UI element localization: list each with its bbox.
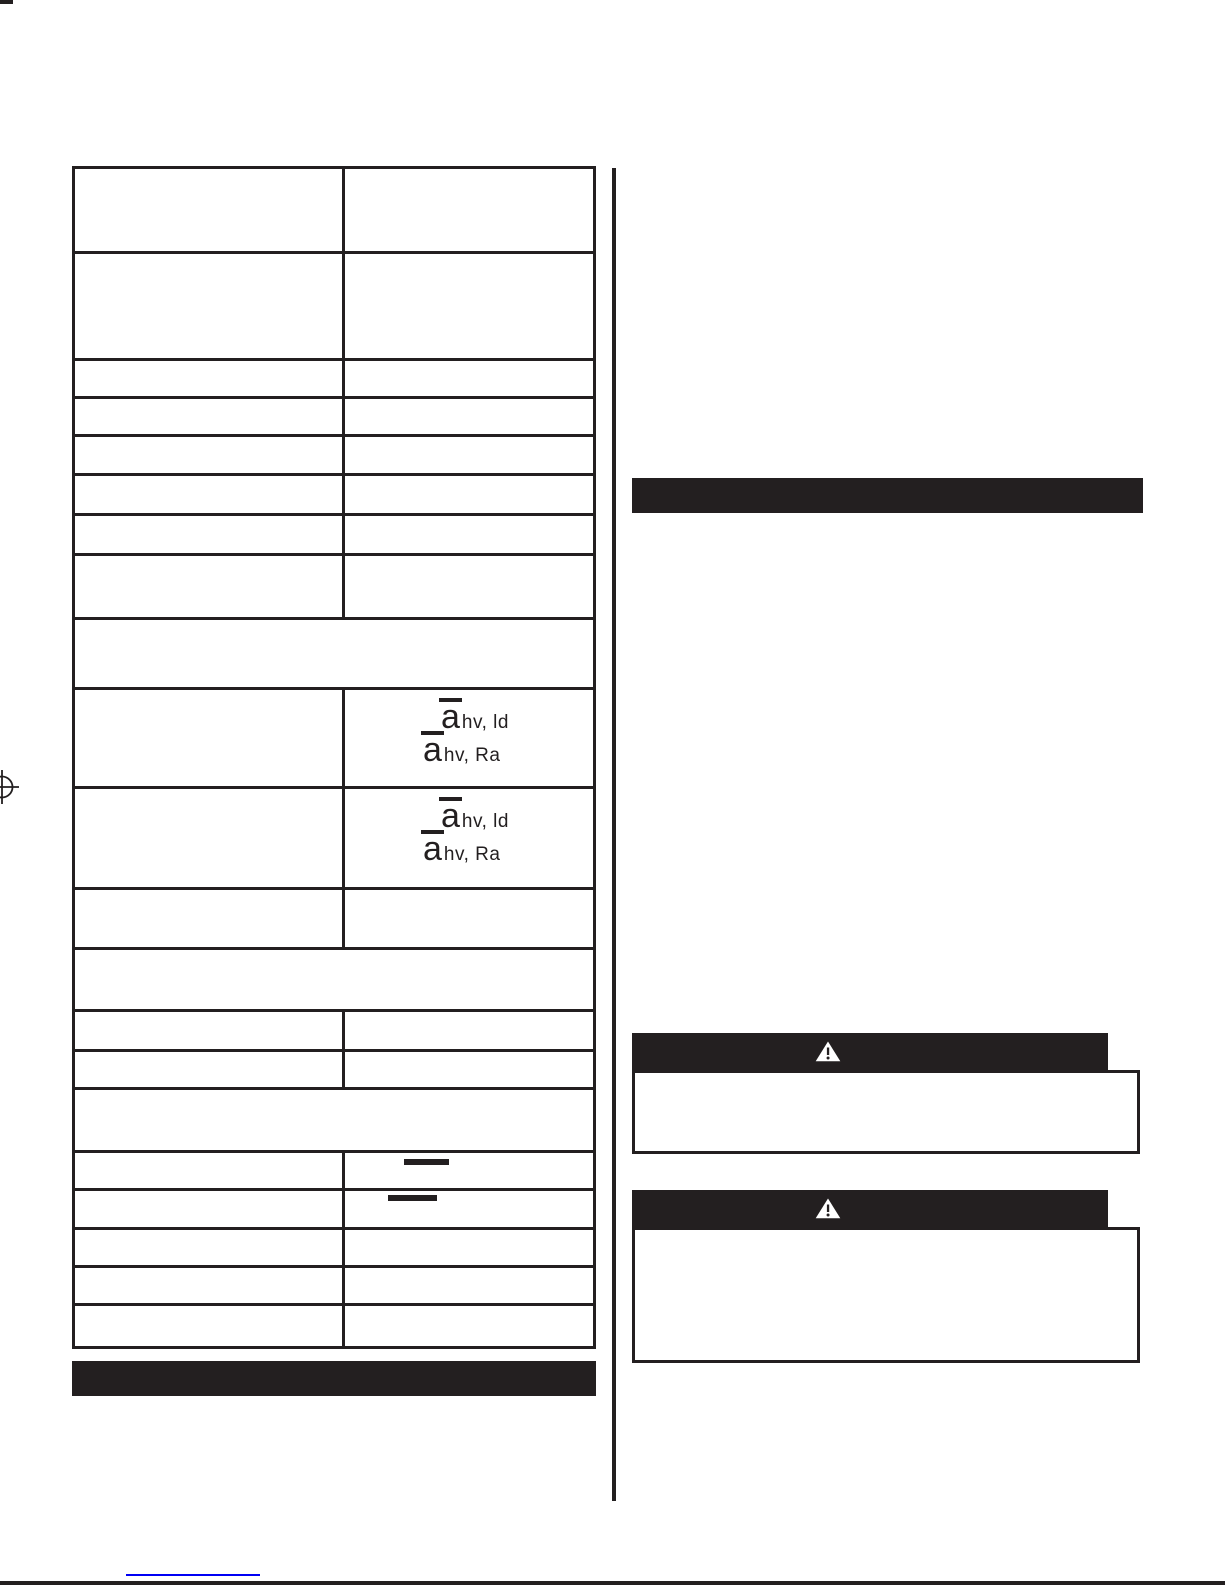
spec-table-row-merged [75,1090,593,1153]
spec-table-row [75,690,593,789]
vibration-value-line [421,731,593,769]
spec-cell-label [75,516,345,553]
vibration-value-line [439,797,593,835]
spec-cell-value [345,254,593,358]
page-corner-mark [0,0,13,4]
spec-cell-label [75,476,345,513]
column-divider-rule [612,168,616,1501]
warning-header-bar [632,1190,1108,1227]
spec-cell-value [345,556,593,617]
registration-mark-left [0,767,22,807]
spec-cell-value [345,1191,593,1227]
spec-table-row [75,890,593,950]
vibration-value-line [421,830,593,868]
spec-cell-label [75,1230,345,1265]
vibration-subscript: hv, ld [461,811,509,832]
spec-cell-value [345,1153,593,1188]
spec-cell-value [345,437,593,473]
spec-table-row [75,399,593,437]
spec-cell-label [75,254,345,358]
spec-table-row [75,1191,593,1230]
spec-table-row [75,254,593,361]
warning-header-bar [632,1033,1108,1070]
spec-cell-label [75,890,345,947]
spec-table-row [75,1230,593,1268]
spec-cell-merged [75,1090,593,1150]
spec-cell-value [345,399,593,434]
spec-cell-value [345,1306,593,1346]
footer-link-underline[interactable] [126,1574,260,1576]
spec-cell-label [75,437,345,473]
a-overline-symbol: a [441,698,460,736]
spec-cell-label [75,361,345,396]
spec-cell-value [345,1052,593,1087]
spec-table-row [75,556,593,620]
spec-table-row [75,1153,593,1191]
spec-table-row [75,1306,593,1346]
spec-cell-value [345,1230,593,1265]
spec-table-row-merged [75,620,593,690]
a-overline-symbol: a [423,731,442,769]
spec-cell-label [75,399,345,434]
left-section-header-bar [72,1361,596,1396]
warning-body [632,1227,1140,1363]
spec-cell-value [345,476,593,513]
spec-cell-label [75,789,345,887]
blank-value-line [388,1195,437,1201]
spec-table-row [75,361,593,399]
spec-cell-value [345,1268,593,1303]
warning-body [632,1070,1140,1154]
spec-cell-label [75,1268,345,1303]
vibration-subscript: hv, ld [461,712,509,733]
spec-cell-label [75,169,345,251]
registration-mark-right [1211,767,1225,807]
spec-cell-value [345,361,593,396]
spec-table-row [75,1052,593,1090]
a-overline-symbol: a [423,830,442,868]
blank-value-line [404,1159,449,1165]
spec-cell-value [345,1012,593,1049]
spec-table-row [75,1012,593,1052]
spec-cell-label [75,1306,345,1346]
spec-table-row [75,437,593,476]
spec-cell-vibration-values [345,690,593,786]
spec-cell-vibration-values [345,789,593,887]
spec-cell-value [345,169,593,251]
spec-cell-label [75,690,345,786]
vibration-value-line [439,698,593,736]
spec-cell-value [345,516,593,553]
spec-cell-label [75,1012,345,1049]
spec-cell-value [345,890,593,947]
spec-table-row [75,169,593,254]
spec-table-row-merged [75,950,593,1012]
warning-triangle-icon [815,1041,841,1062]
specifications-table [72,166,596,1349]
spec-cell-label [75,1052,345,1087]
vibration-subscript: hv, Ra [443,844,501,865]
spec-table-row [75,789,593,890]
spec-table-row [75,476,593,516]
spec-cell-merged [75,620,593,687]
right-section-header-bar [632,478,1143,513]
spec-table-row [75,1268,593,1306]
page-bottom-rule [0,1581,1225,1585]
spec-cell-label [75,1191,345,1227]
spec-cell-label [75,1153,345,1188]
spec-table-row [75,516,593,556]
spec-cell-label [75,556,345,617]
vibration-subscript: hv, Ra [443,745,501,766]
spec-cell-merged [75,950,593,1009]
a-overline-symbol: a [441,797,460,835]
warning-triangle-icon [815,1198,841,1219]
